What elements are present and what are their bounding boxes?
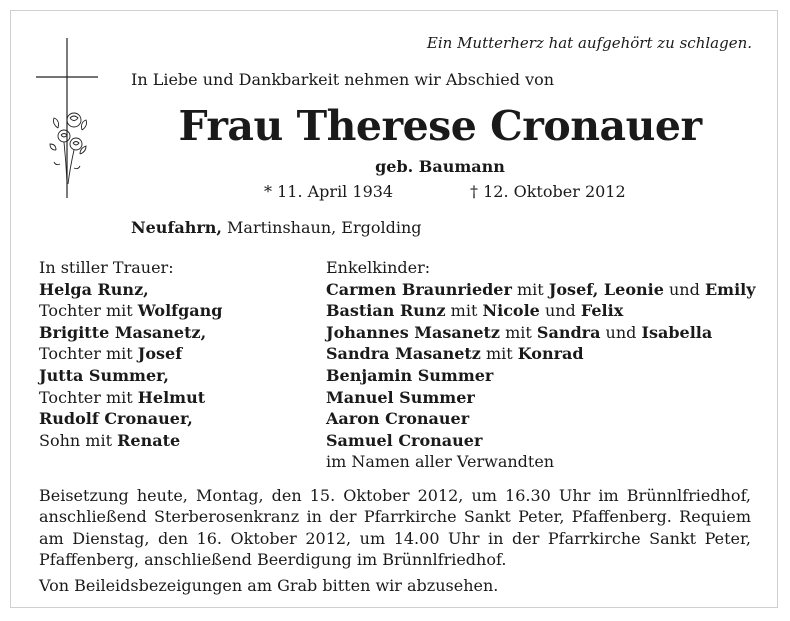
mourner-name: Nicole (482, 301, 540, 321)
mourner-line (326, 451, 756, 473)
place-rest: Martinshaun, Ergolding (221, 218, 422, 237)
mourner-name: Benjamin Summer (326, 365, 494, 385)
mourner-name: Isabella (641, 322, 713, 342)
mourners-right-heading: Enkelkinder: (326, 258, 431, 277)
deceased-name: Frau Therese Cronauer (178, 102, 702, 150)
place-line (131, 218, 422, 237)
mourner-relation: mit (445, 301, 483, 321)
mourners-left (39, 257, 222, 451)
mourner-line (39, 387, 222, 409)
mourner-name: Konrad (517, 344, 584, 364)
mourners-left-list (39, 279, 222, 452)
motto: Ein Mutterherz hat aufgehört zu schlagen. (426, 34, 752, 52)
mourners-right-list (326, 279, 756, 473)
mourner-relation: mit (511, 279, 549, 299)
mourner-line (326, 343, 756, 365)
birth-date: * 11. April 1934 (264, 182, 394, 201)
mourner-line (39, 408, 222, 430)
mourner-name: Sandra (536, 322, 601, 342)
mourners-left-heading: In stiller Trauer: (39, 258, 174, 277)
burial-info (39, 485, 751, 596)
mourner-name: Sandra Masanetz (326, 344, 481, 364)
mourner-relation: Sohn mit (39, 430, 118, 450)
mourner-line (326, 300, 756, 322)
mourner-relation: und (663, 279, 705, 299)
mourner-name: Felix (580, 301, 624, 321)
mourner-line (39, 343, 222, 365)
mourner-relation: Tochter mit (39, 301, 138, 321)
mourner-name: Wolfgang (137, 301, 223, 321)
mourner-name: Emily (704, 279, 756, 299)
mourner-line (326, 365, 756, 387)
mourner-line (326, 279, 756, 301)
mourner-name: Josef (137, 344, 183, 364)
mourner-line (39, 322, 222, 344)
condolence-note: Von Beileidsbezeigungen am Grab bitten wir abzusehen. (39, 575, 499, 595)
mourner-relation: Tochter mit (39, 344, 138, 364)
intro-text: In Liebe und Dankbarkeit nehmen wir Abschied von (131, 70, 555, 89)
mourner-line (326, 322, 756, 344)
mourner-name: Jutta Summer, (39, 365, 169, 385)
mourner-line (326, 408, 756, 430)
mourner-relation: mit (480, 344, 518, 364)
mourner-relation: und (539, 301, 581, 321)
mourner-name: Rudolf Cronauer, (39, 409, 193, 429)
mourner-relation: mit (500, 322, 537, 342)
mourner-name: Johannes Masanetz (326, 322, 501, 342)
mourner-name: Manuel Summer (326, 387, 475, 407)
mourner-line (39, 430, 222, 452)
burial-text: Beisetzung heute, Montag, den 15. Oktober 2012, um 16.30 Uhr im Brünnlfriedhof, anschließend Sterberosenkranz in der Pfarrkirche Sankt Peter, Pfaffenberg. Requiem am Dienstag, den 16. Oktober 2012, um 14.00 Uhr in der Pfarrkirche Sankt Peter, Pfaffenberg, anschließend Beerdigung im Brünnlfriedhof. (39, 486, 751, 570)
mourner-relation: und (600, 322, 642, 342)
mourner-name: Carmen Braunrieder (326, 279, 512, 299)
mourner-name: Brigitte Masanetz, (39, 322, 207, 342)
mourner-name: Helmut (137, 387, 206, 407)
mourner-relation: im Namen aller Verwandten (326, 452, 555, 472)
place-town: Neufahrn, (131, 218, 222, 237)
mourners-right (326, 257, 756, 473)
mourner-relation: Tochter mit (39, 387, 138, 407)
mourner-line (39, 279, 222, 301)
mourner-line (326, 387, 756, 409)
mourner-line (39, 300, 222, 322)
death-date: † 12. Oktober 2012 (470, 182, 626, 201)
mourner-name: Josef, Leonie (548, 279, 664, 299)
mourner-name: Renate (117, 430, 181, 450)
mourner-line (326, 430, 756, 452)
mourner-name: Samuel Cronauer (326, 430, 483, 450)
mourner-line (39, 365, 222, 387)
maiden-name: geb. Baumann (375, 157, 505, 176)
mourner-name: Helga Runz, (39, 279, 149, 299)
mourner-name: Aaron Cronauer (326, 409, 470, 429)
mourner-name: Bastian Runz (326, 301, 446, 321)
